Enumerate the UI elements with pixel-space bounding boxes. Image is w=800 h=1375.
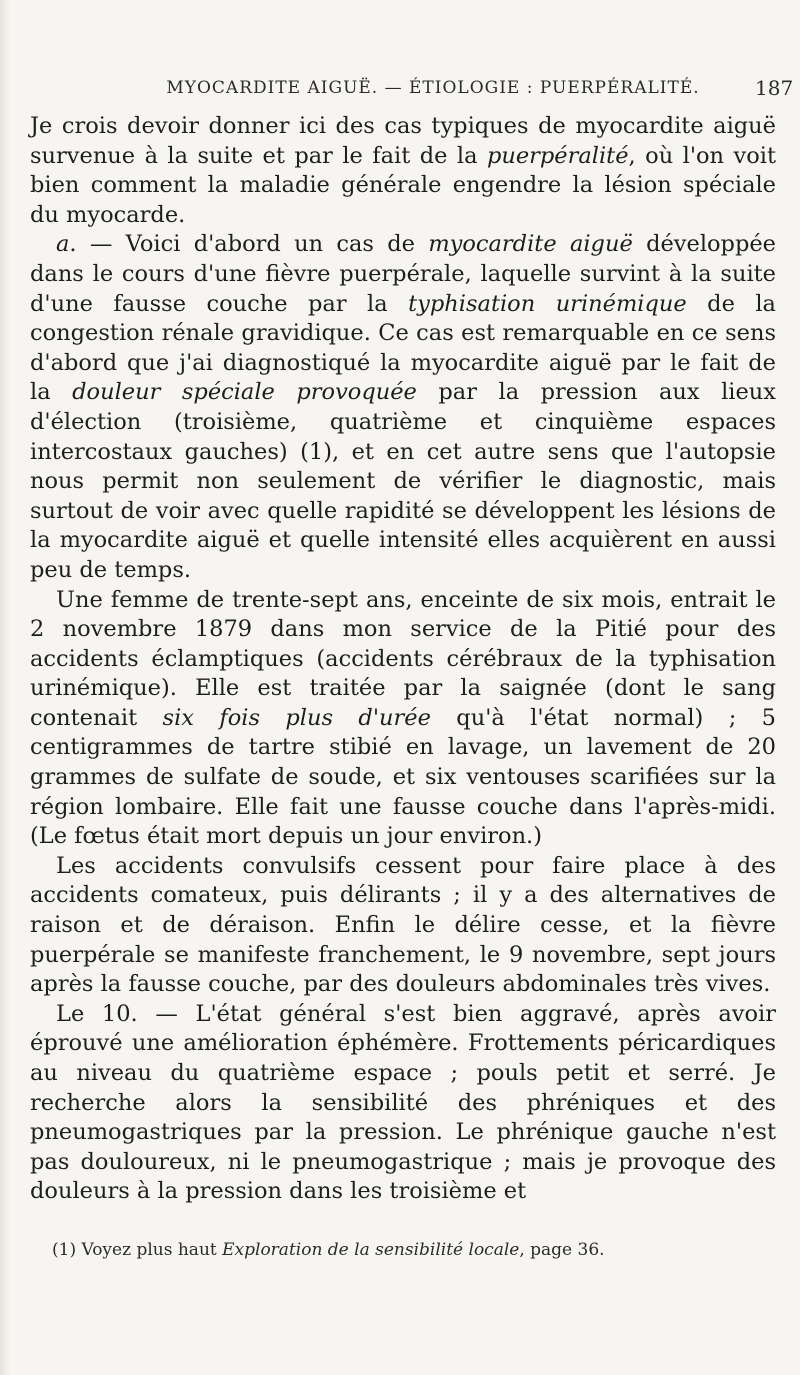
text-run: Les accidents convulsifs cessent pour faire place à des accidents comateux, puis délirants ; il y a des alternatives de raison et de déraison. Enfin le délire cesse, et la fièvre puerpérale se manifeste franchement, le 9 novembre, sept jours après la fausse couche, par des douleurs abdominales très vives. [30, 852, 776, 998]
page-number: 187 [755, 76, 794, 100]
running-head: MYOCARDITE AIGUË. — ÉTIOLOGIE : PUERPÉRALITÉ. [166, 78, 700, 98]
footnote-text: (1) Voyez plus haut [52, 1240, 223, 1260]
text-run: , où l'on voit bien comment la maladie générale engendre la lésion spéciale du myocarde. [30, 142, 776, 228]
body-text [30, 112, 776, 1207]
footnote-italic: Exploration de la sensibilité locale [222, 1240, 520, 1260]
paragraph-case-a [30, 230, 776, 585]
italic-run: myocardite aiguë [428, 231, 633, 258]
italic-run: typhisation urinémique [408, 290, 687, 317]
footnote [52, 1239, 772, 1261]
text-run: développée dans le cours d'une fièvre puerpérale, laquelle survint à la suite d'une fausse couche par la [30, 231, 776, 317]
italic-run: puerpéralité [486, 142, 629, 169]
text-run: . — Voici d'abord un cas de [69, 231, 429, 258]
text-run: Une femme de trente-sept ans, enceinte de six mois, entrait le 2 novembre 1879 dans mon service de la Pitié pour des accidents éclamptiques (accidents cérébraux de la typhisation urinémique). Elle est traitée par la saignée (dont le sang contenait [30, 586, 776, 731]
italic-run: six fois plus d'urée [162, 704, 431, 731]
page-header [0, 78, 800, 108]
text-run: de la congestion rénale gravidique. Ce cas est remarquable en ce sens d'abord que j'ai diagnostiqué la myocardite aiguë par le fait de la [30, 290, 776, 406]
italic-run: a [56, 231, 70, 258]
paragraph-accidents [30, 852, 776, 1000]
text-run: Le 10. — L'état général s'est bien aggravé, après avoir éprouvé une amélioration éphémère. Frottements péricardiques au niveau du quatrième espace ; pouls petit et serré. Je recherche alors la sensibilité des phréniques et des pneumogastriques par la pression. Le phrénique gauche n'est pas douloureux, ni le pneumogastrique ; mais je provoque des douleurs à la pression dans les troisième et [30, 1000, 776, 1205]
text-run: qu'à l'état normal) ; 5 centigrammes de tartre stibié en lavage, un lavement de 20 grammes de sulfate de soude, et six ventouses scarifiées sur la région lombaire. Elle fait une fausse couche dans l'après-midi. (Le fœtus était mort depuis un jour environ.) [30, 704, 776, 850]
paragraph-intro [30, 112, 776, 230]
italic-run: douleur spéciale provoquée [72, 379, 417, 406]
text-run: par la pression aux lieux d'élection (troisième, quatrième et cinquième espaces intercostaux gauches) (1), et en cet autre sens que l'autopsie nous permit non seulement de vérifier le diagnostic, mais surtout de voir avec quelle rapidité se développent les lésions de la myocardite aiguë et quelle intensité elles acquièrent en aussi peu de temps. [30, 379, 776, 583]
text-run: Je crois devoir donner ici des cas typiques de myocardite aiguë survenue à la suite et par le fait de la [30, 113, 776, 169]
paragraph-day-10 [30, 1000, 776, 1207]
paragraph-patient [30, 586, 776, 852]
footnote-text: , page 36. [519, 1240, 605, 1260]
page-edge-shadow [0, 0, 10, 1375]
